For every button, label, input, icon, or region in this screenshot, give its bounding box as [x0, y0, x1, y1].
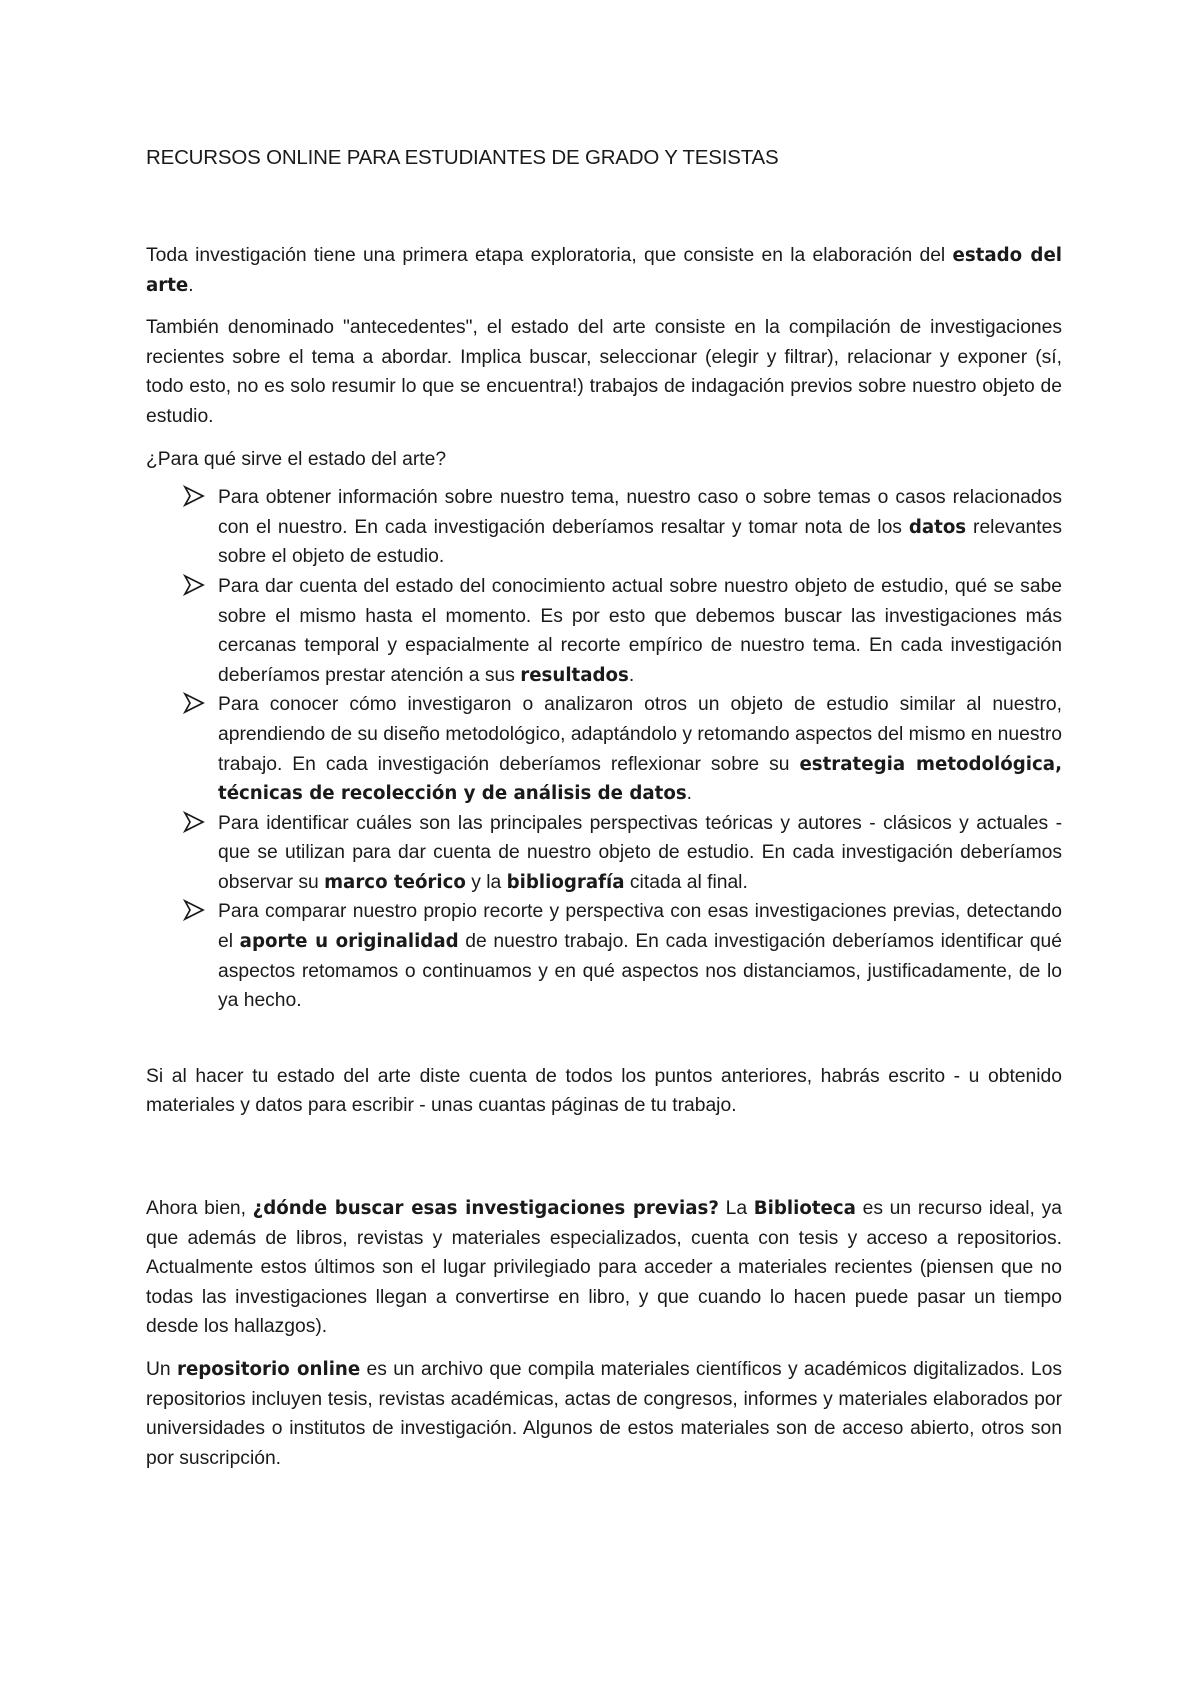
library-paragraph	[146, 1194, 1062, 1342]
list-item	[146, 572, 1062, 690]
arrowhead-bullet-icon	[183, 811, 205, 833]
library-text: es un recurso ideal, ya que además de libros, revistas y materiales especializados, cuenta con tesis y acceso a repositorios. Actualmente estos últimos son el lugar privilegiado para acceder a materiales recientes (piensen que no todas las investigaciones llegan a convertirse en libro, y que cuando lo hacen puede pasar un tiempo desde los hallazgos).	[146, 1198, 1062, 1338]
list-item-text: citada al final.	[624, 871, 748, 893]
list-item-text: Para dar cuenta del estado del conocimiento actual sobre nuestro objeto de estudio, qué se sabe sobre el mismo hasta el momento. Es por esto que debemos buscar las investigaciones más cercanas temporal y espacialmente al recorte empírico de nuestro tema. En cada investigación deberíamos prestar atención a sus	[218, 575, 1062, 686]
list-item-text: Para conocer cómo investigaron o analizaron otros un objeto de estudio similar al nuestro, aprendiendo de su diseño metodológico, adaptándolo y retomando aspectos del mismo en nuestro trabajo. En cada investigación deberíamos reflexionar sobre su	[218, 694, 1062, 775]
intro-text-end: .	[188, 274, 194, 296]
list-item	[146, 483, 1062, 572]
document-body	[146, 241, 1062, 1486]
list-item-text: .	[686, 783, 693, 805]
document-title: RECURSOS ONLINE PARA ESTUDIANTES DE GRADO Y TESISTAS	[146, 146, 779, 169]
repository-text: es un archivo que compila materiales científicos y académicos digitalizados. Los repositorios incluyen tesis, revistas académicas, actas de congresos, informes y materiales elaborados por universidades o institutos de investigación. Algunos de estos materiales son de acceso abierto, otros son por suscripción.	[146, 1359, 1062, 1469]
list-item-bold: datos	[908, 516, 967, 538]
definition-paragraph: También denominado "antecedentes", el estado del arte consiste en la compilación de investigaciones recientes sobre el tema a abordar. Implica buscar, seleccionar (elegir y filtrar), relacionar y exponer (sí, todo esto, no es solo resumir lo que se encuentra!) trabajos de indagación previos sobre nuestro objeto de estudio.	[146, 317, 1062, 427]
repository-text: Un	[146, 1359, 177, 1380]
repository-bold: repositorio online	[176, 1359, 361, 1380]
list-item	[146, 690, 1062, 808]
arrowhead-bullet-icon	[183, 574, 205, 596]
spacer	[146, 1016, 1062, 1062]
list-item	[146, 809, 1062, 898]
list-item-bold: bibliografía	[506, 871, 625, 893]
library-text: La	[718, 1198, 754, 1220]
arrowhead-bullet-icon	[183, 692, 205, 714]
list-item-text: Para comparar nuestro propio recorte y perspectiva con esas investigaciones previas, detectando el	[218, 901, 1062, 953]
intro-bold: estado del arte	[146, 245, 1063, 296]
library-question-bold: ¿dónde buscar esas investigaciones previas?	[252, 1198, 719, 1220]
question-paragraph: ¿Para qué sirve el estado del arte?	[146, 448, 447, 470]
spacer	[146, 1134, 1062, 1194]
list-item-bold: estrategia metodológica, técnicas de recolección y de análisis de datos	[218, 753, 1062, 805]
library-bold: Biblioteca	[753, 1198, 856, 1220]
intro-text: Toda investigación tiene una primera etapa exploratoria, que consiste en la elaboración del	[146, 245, 953, 266]
list-item-text: .	[628, 664, 635, 686]
list-item-bold: aporte u originalidad	[239, 931, 459, 953]
list-item-bold: resultados	[520, 664, 629, 686]
list-item-bold: marco teórico	[324, 871, 466, 893]
library-text: Ahora bien,	[146, 1198, 253, 1220]
list-item-text: Para obtener información sobre nuestro tema, nuestro caso o sobre temas o casos relacionados con el nuestro. En cada investigación deberíamos resaltar y tomar nota de los	[218, 487, 1062, 538]
list-item-text: Para identificar cuáles son las principales perspectivas teóricas y autores - clásicos y actuales - que se utilizan para dar cuenta de nuestro objeto de estudio. En cada investigación deberíamos observar su	[218, 812, 1062, 893]
purpose-list	[146, 483, 1062, 1016]
list-item-text: de nuestro trabajo. En cada investigación deberíamos identificar qué aspectos retomamos o continuamos y en qué aspectos nos distanciamos, justificadamente, de lo ya hecho.	[218, 931, 1062, 1012]
intro-paragraph	[146, 241, 1062, 300]
list-item-text: relevantes sobre el objeto de estudio.	[218, 516, 1062, 568]
arrowhead-bullet-icon	[183, 899, 205, 921]
repository-paragraph	[146, 1355, 1062, 1473]
summary-paragraph: Si al hacer tu estado del arte diste cuenta de todos los puntos anteriores, habrás escrito - u obtenido materiales y datos para escribir - unas cuantas páginas de tu trabajo.	[146, 1065, 1062, 1117]
list-item	[146, 897, 1062, 1015]
list-item-text: y la	[465, 871, 507, 893]
arrowhead-bullet-icon	[183, 485, 205, 507]
